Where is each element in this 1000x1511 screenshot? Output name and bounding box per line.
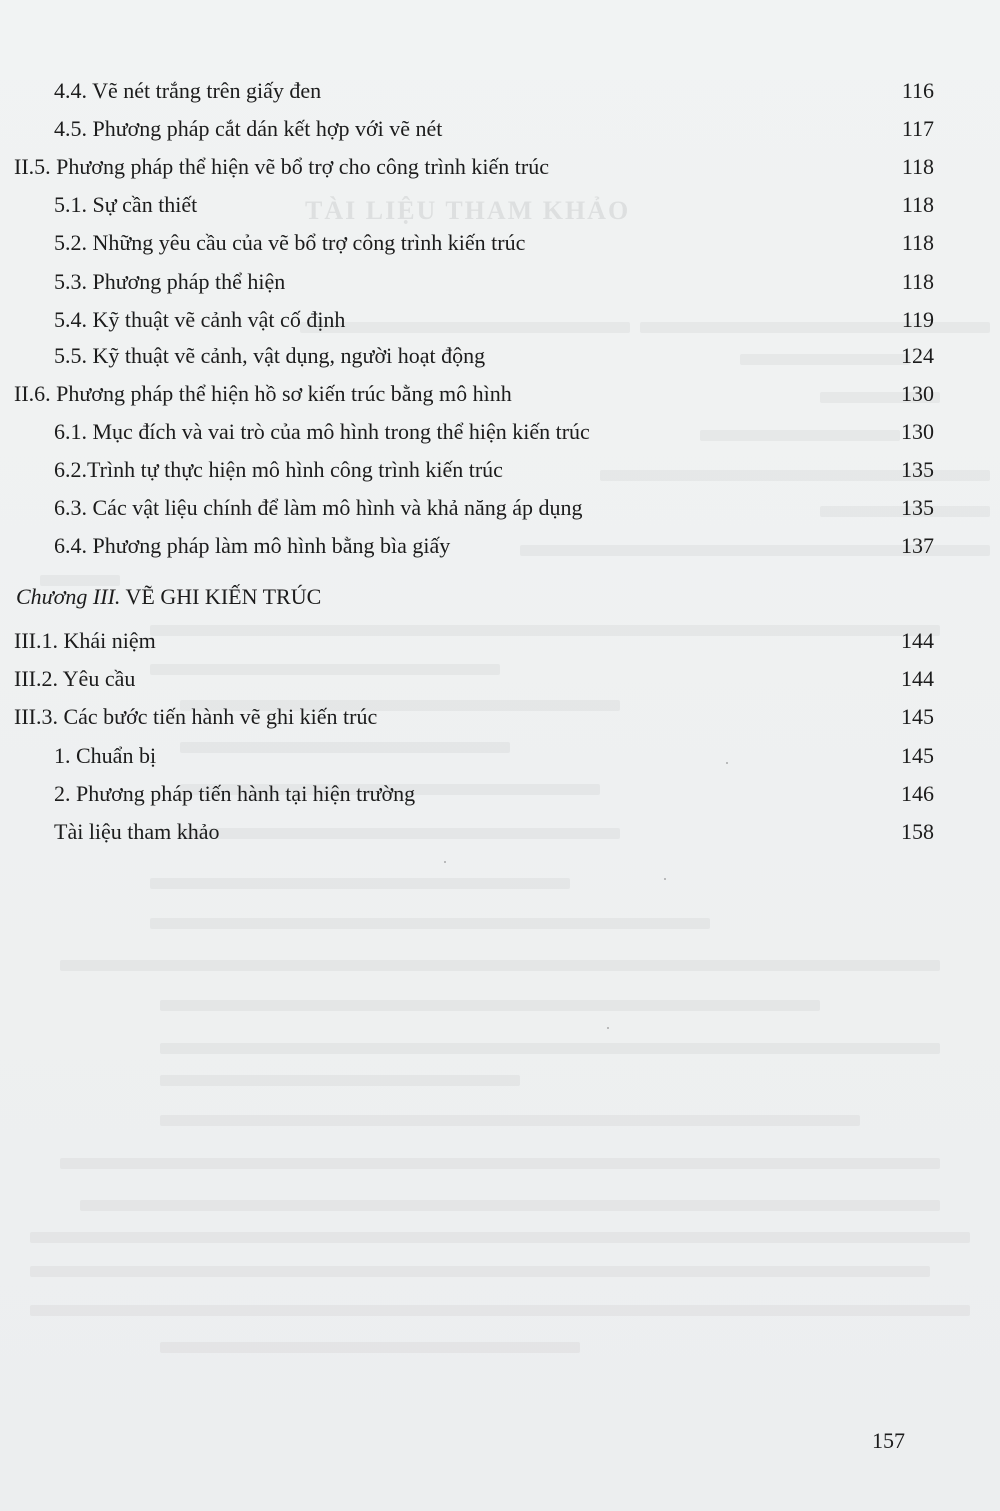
toc-entry	[54, 451, 954, 489]
toc-section	[14, 375, 954, 413]
toc-entry-page: 118	[901, 230, 934, 255]
toc-entry-label: 5.2. Những yêu cầu của vẽ bổ trợ công trình kiến trúc	[54, 230, 526, 255]
toc-entry-page: 145	[901, 704, 934, 729]
toc-entry	[54, 413, 954, 451]
chapter-name: VẼ GHI KIẾN TRÚC	[120, 584, 322, 609]
chapter-number: Chương III.	[16, 584, 121, 609]
toc-entry-page: 135	[901, 495, 934, 520]
toc-entry-page: 117	[901, 116, 934, 141]
toc-entry	[54, 263, 954, 301]
toc-entry	[54, 527, 954, 565]
toc-entry-page: 124	[901, 343, 934, 368]
toc-entry-label: 6.4. Phương pháp làm mô hình bằng bìa giấy	[54, 533, 451, 558]
toc-entry	[54, 110, 954, 148]
toc-entry-page: 118	[901, 269, 934, 294]
toc-entry-label: Tài liệu tham khảo	[54, 819, 220, 844]
toc-entry	[54, 337, 954, 375]
toc-entry-page: 130	[901, 381, 934, 406]
toc-section	[14, 148, 954, 186]
page-number: 157	[872, 1428, 905, 1453]
toc-section	[14, 622, 954, 660]
toc-entry	[54, 489, 954, 527]
toc-entry	[54, 72, 954, 110]
toc-entry-label: III.2. Yêu cầu	[14, 666, 136, 691]
toc-entry	[54, 813, 954, 851]
toc-entry-page: 118	[901, 154, 934, 179]
chapter-heading	[16, 578, 956, 616]
toc-entry-label: 6.3. Các vật liệu chính để làm mô hình và khả năng áp dụng	[54, 495, 583, 520]
toc-entry-label: III.3. Các bước tiến hành vẽ ghi kiến trúc	[14, 704, 378, 729]
show-through-heading: TÀI LIỆU THAM KHẢO	[305, 196, 631, 225]
toc-entry-label: 5.5. Kỹ thuật vẽ cảnh, vật dụng, người hoạt động	[54, 343, 486, 368]
toc-entry-label: 5.1. Sự cần thiết	[54, 192, 198, 217]
toc-entry	[54, 186, 954, 224]
toc-entry-page: 158	[901, 819, 934, 844]
toc-entry-label: 5.4. Kỹ thuật vẽ cảnh vật cố định	[54, 307, 346, 332]
toc-entry-label: 6.1. Mục đích và vai trò của mô hình trong thể hiện kiến trúc	[54, 419, 590, 444]
toc-entry-page: 118	[901, 192, 934, 217]
toc-section	[14, 698, 954, 736]
toc-entry	[54, 737, 954, 775]
toc-entry-page: 130	[901, 419, 934, 444]
toc-entry-page: 116	[901, 78, 934, 103]
toc-entry-label: 4.5. Phương pháp cắt dán kết hợp với vẽ nét	[54, 116, 443, 141]
toc-entry	[54, 224, 954, 262]
toc-entry	[54, 775, 954, 813]
toc-entry-page: 144	[901, 666, 934, 691]
toc-entry-label: II.5. Phương pháp thể hiện vẽ bổ trợ cho công trình kiến trúc	[14, 154, 549, 179]
toc-entry-label: 5.3. Phương pháp thể hiện	[54, 269, 286, 294]
toc-entry-label: 4.4. Vẽ nét trắng trên giấy đen	[54, 78, 322, 103]
toc-entry-page: 144	[901, 628, 934, 653]
toc-entry-page: 146	[901, 781, 934, 806]
toc-entry-label: 6.2.Trình tự thực hiện mô hình công trình kiến trúc	[54, 457, 503, 482]
toc-entry-label: III.1. Khái niệm	[14, 628, 156, 653]
chapter-title	[16, 578, 321, 616]
toc-entry-label: 2. Phương pháp tiến hành tại hiện trường	[54, 781, 416, 806]
toc-entry-page: 135	[901, 457, 934, 482]
toc-entry-page: 145	[901, 743, 934, 768]
toc-entry-page: 137	[901, 533, 934, 558]
toc-entry-label: 1. Chuẩn bị	[54, 743, 157, 768]
toc-entry-label: II.6. Phương pháp thể hiện hồ sơ kiến trúc bằng mô hình	[14, 381, 512, 406]
toc-entry-page: 119	[901, 307, 934, 332]
toc-entry	[54, 301, 954, 339]
toc-section	[14, 660, 954, 698]
